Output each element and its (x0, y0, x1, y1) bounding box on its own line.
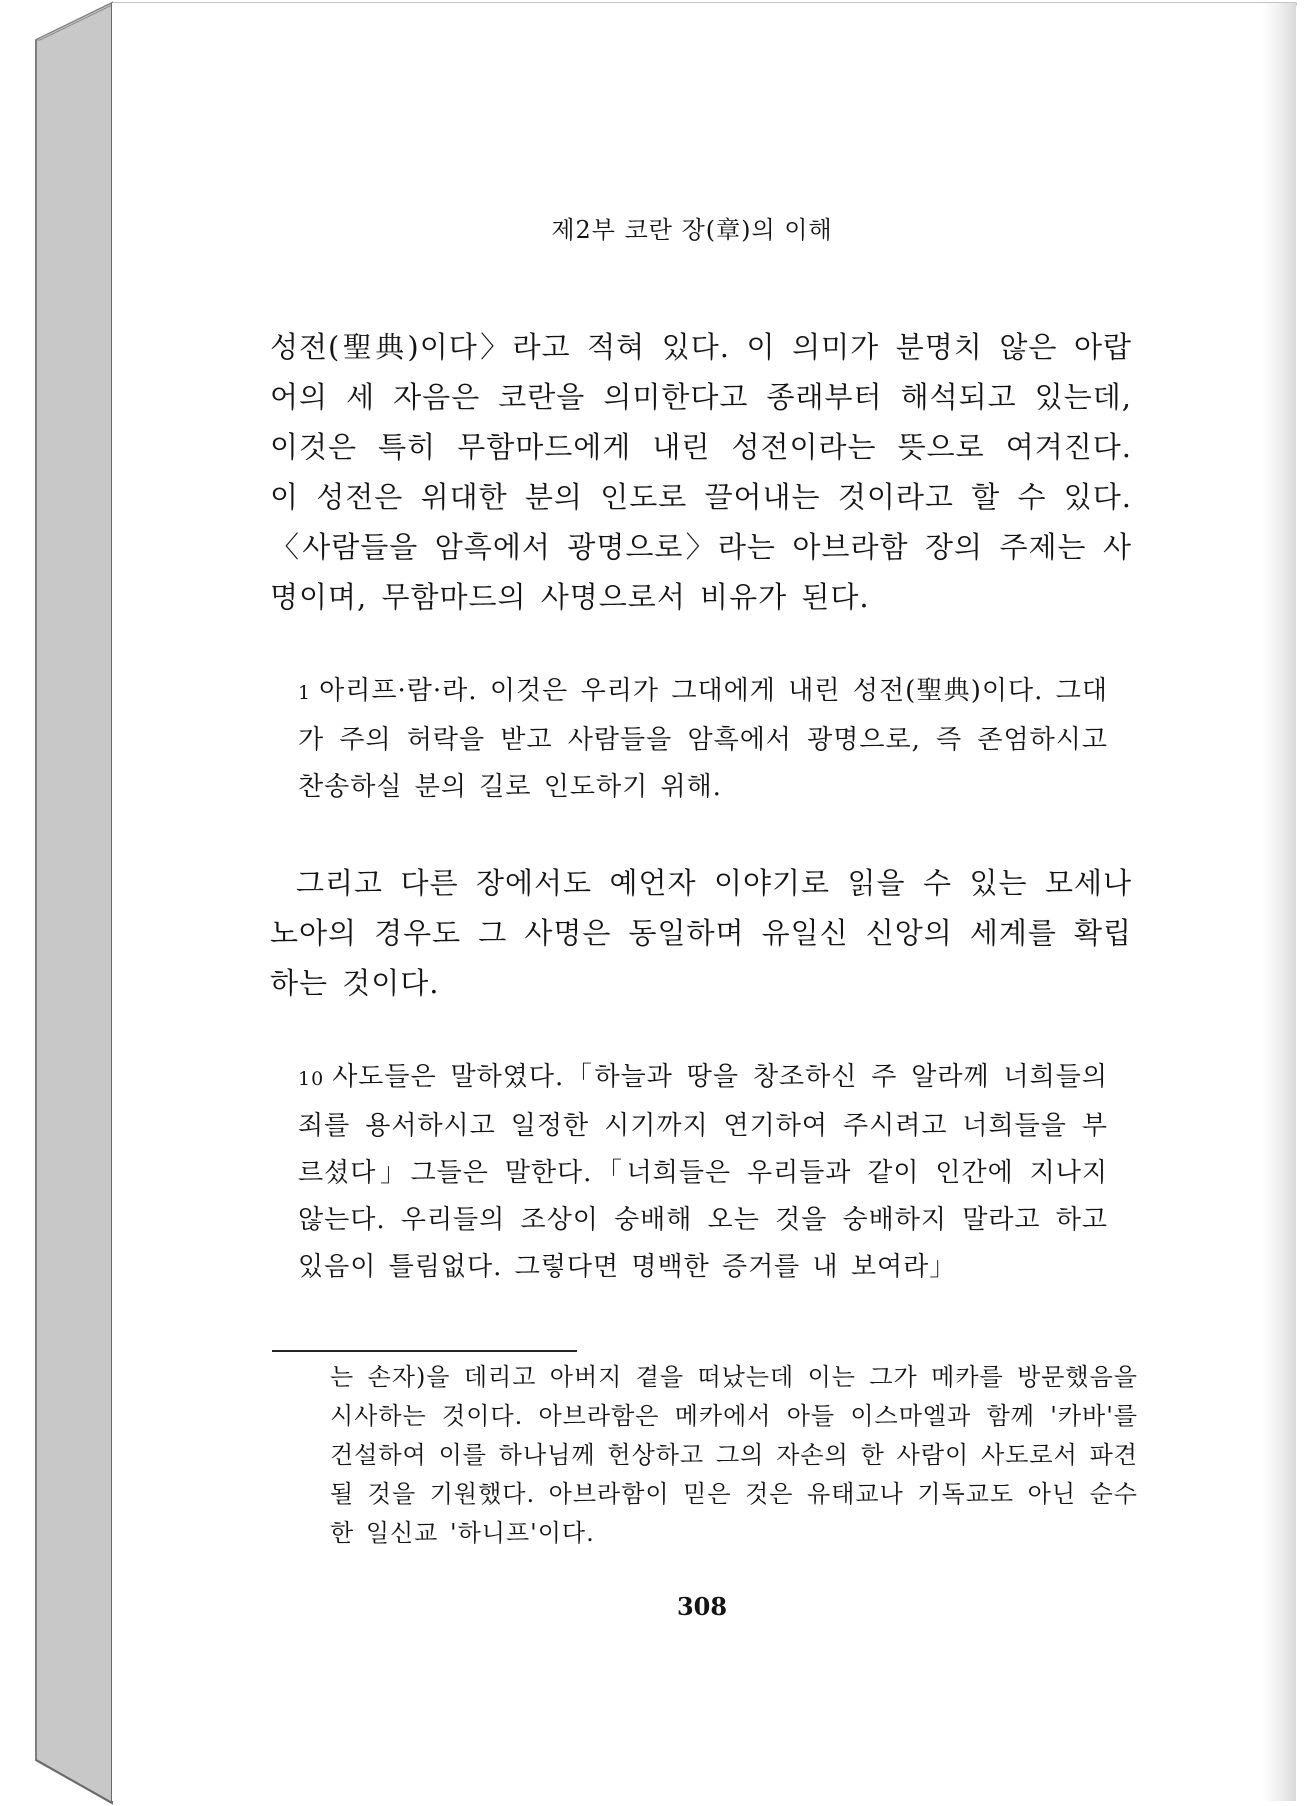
verse-number: 1 (298, 682, 312, 704)
book-spine-face (36, 3, 112, 1803)
verse-quote-10 (298, 1054, 1108, 1291)
footnote-divider (272, 1350, 577, 1352)
body-paragraph-1: 성전(聖典)이다〉라고 적혀 있다. 이 의미가 분명치 않은 아랍어의 세 자음은 코란을 의미한다고 종래부터 해석되고 있는데, 이것은 특히 무함마드에게 내린 성전이라는 뜻으로 여겨진다. 이 성전은 위대한 분의 인도로 끌어내는 것이라고 할 수 있다. 〈사람들을 암흑에서 광명으로〉라는 아브라함 장의 주제는 사명이며, 무함마드의 사명으로서 비유가 된다. (270, 330, 1132, 614)
running-head: 제2부 코란 장(章)의 이해 (551, 216, 833, 244)
footnote: 는 손자)을 데리고 아버지 곁을 떠났는데 이는 그가 메카를 방문했음을 시사하는 것이다. 아브라함은 메카에서 아들 이스마엘과 함께 '카바'를 건설하여 이를 하나님께 헌상하고 그의 자손의 한 사람이 사도로서 파견될 것을 기원했다. 아브라함이 믿은 것은 유태교나 기독교도 아닌 순수한 일신교 '하니프'이다. (330, 1363, 1138, 1547)
page-right-shadow (1262, 3, 1296, 1801)
verse-text: 아리프·람·라. 이것은 우리가 그대에게 내린 성전(聖典)이다. 그대가 주의 허락을 받고 사람들을 암흑에서 광명으로, 즉 존엄하시고 찬송하실 분의 길로 인도하기 위해. (298, 676, 1108, 802)
verse-text: 사도들은 말하였다.「하늘과 땅을 창조하신 주 알라께 너희들의 죄를 용서하시고 일정한 시기까지 연기하여 주시려고 너희들을 부르셨다」그들은 말한다.「너희들은 우리들과 같이 인간에 지나지 않는다. 우리들의 조상이 숭배해 오는 것을 숭배하지 말라고 하고 있음이 틀림없다. 그렇다면 명백한 증거를 내 보여라」 (298, 1062, 1108, 1282)
body-paragraph-2: 그리고 다른 장에서도 예언자 이야기로 읽을 수 있는 모세나 노아의 경우도 그 사명은 동일하며 유일신 신앙의 세계를 확립하는 것이다. (270, 866, 1132, 1000)
page-number: 308 (676, 1592, 728, 1621)
verse-number: 10 (298, 1068, 325, 1090)
verse-quote-1 (298, 668, 1108, 811)
